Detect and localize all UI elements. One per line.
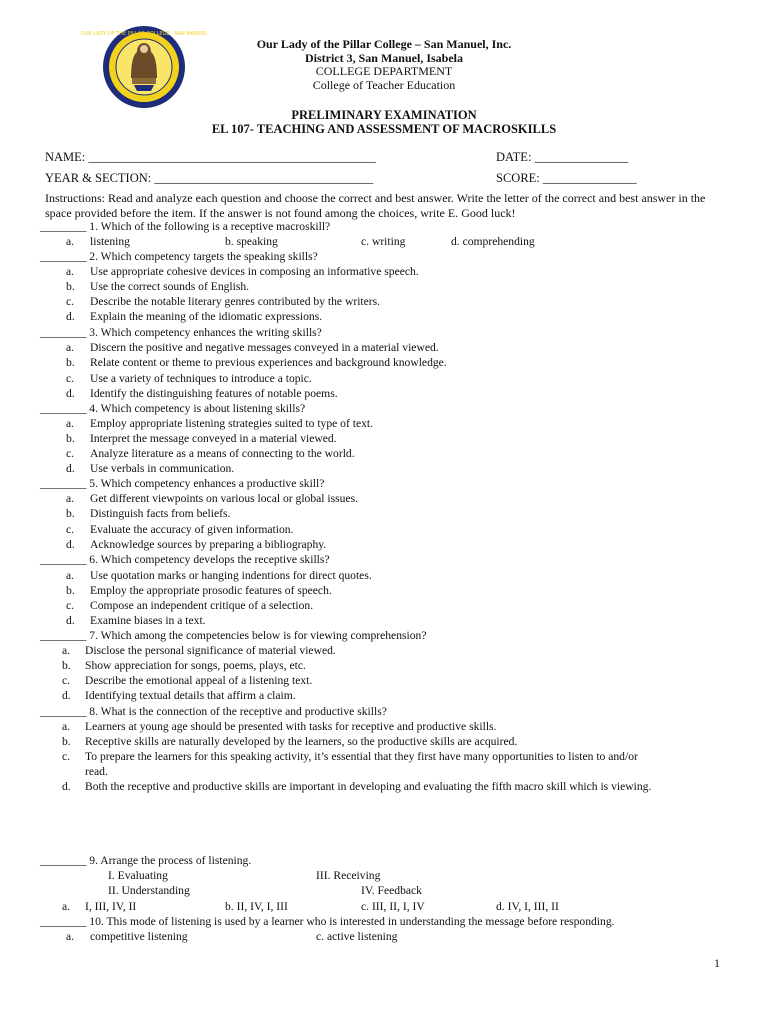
seal-text: OUR LADY OF THE PILLAR COLLEGE · SAN MANUEL xyxy=(80,31,208,37)
q9-step-3: III. Receiving xyxy=(316,869,381,882)
q4-option-b: Interpret the message conveyed in a material viewed. xyxy=(90,432,337,445)
q9-step-1: I. Evaluating xyxy=(108,869,168,882)
q4-letter-d: d. xyxy=(66,462,75,475)
q10-option-a: competitive listening xyxy=(90,930,188,943)
department-line: COLLEGE DEPARTMENT xyxy=(315,64,453,79)
q9-step-4: IV. Feedback xyxy=(361,884,422,897)
question-1-stem: ________ 1. Which of the following is a receptive macroskill? xyxy=(40,220,331,233)
q10-option-c: c. active listening xyxy=(316,930,398,943)
q8-option-c-continued: read. xyxy=(85,765,108,778)
q6-option-b: Employ the appropriate prosodic features of speech. xyxy=(90,584,332,597)
q3-letter-c: c. xyxy=(66,372,75,385)
district-line: District 3, San Manuel, Isabela xyxy=(304,50,463,65)
q6-letter-b: b. xyxy=(66,584,75,597)
exam-title-block xyxy=(0,108,768,136)
q5-letter-b: b. xyxy=(66,507,75,520)
q8-option-d: Both the receptive and productive skills are important in developing and evaluating the fifth macro skill which is viewing. xyxy=(85,780,652,793)
q8-option-b: Receptive skills are naturally developed by the learners, so the productive skills are acquired. xyxy=(85,735,518,748)
q7-option-d: Identifying textual details that affirm a claim. xyxy=(85,689,296,702)
name-field[interactable]: NAME: ______________________________________________ xyxy=(45,150,376,164)
q3-option-a: Discern the positive and negative messages conveyed in a material viewed. xyxy=(90,341,439,354)
q7-option-a: Disclose the personal significance of material viewed. xyxy=(85,644,336,657)
exam-title: PRELIMINARY EXAMINATION xyxy=(291,108,477,122)
q9-option-a-letter: a. xyxy=(62,900,71,913)
question-5-stem: ________ 5. Which competency enhances a productive skill? xyxy=(40,477,325,490)
q7-letter-b: b. xyxy=(62,659,71,672)
institution-name: Our Lady of the Pillar College – San Manuel, Inc. xyxy=(256,37,512,51)
question-6-stem: ________ 6. Which competency develops the receptive skills? xyxy=(40,553,330,566)
date-field[interactable]: DATE: _______________ xyxy=(496,150,629,164)
q3-option-b: Relate content or theme to previous experiences and background knowledge. xyxy=(90,356,447,369)
course-title: EL 107- TEACHING AND ASSESSMENT OF MACROSKILLS xyxy=(211,122,557,136)
q6-option-a: Use quotation marks or hanging indentions for direct quotes. xyxy=(90,569,372,582)
q1-option-b: b. speaking xyxy=(225,235,278,248)
q10-option-a-letter: a. xyxy=(66,930,75,943)
q2-letter-b: b. xyxy=(66,280,75,293)
q9-option-d: d. IV, I, III, II xyxy=(496,900,559,913)
question-9-stem: ________ 9. Arrange the process of listening. xyxy=(40,854,252,867)
q2-letter-d: d. xyxy=(66,310,75,323)
question-3-stem: ________ 3. Which competency enhances the writing skills? xyxy=(40,326,322,339)
score-field[interactable]: SCORE: _______________ xyxy=(496,171,637,185)
q2-option-d: Explain the meaning of the idiomatic expressions. xyxy=(90,310,323,323)
q1-option-a: listening xyxy=(90,235,130,248)
q2-option-c: Describe the notable literary genres contributed by the writers. xyxy=(90,295,381,308)
q4-letter-c: c. xyxy=(66,447,75,460)
q8-option-c: To prepare the learners for this speaking activity, it’s essential that they first have many opportunities to listen to and/or xyxy=(85,750,638,763)
q1-option-c: c. writing xyxy=(361,235,406,248)
q6-letter-a: a. xyxy=(66,569,75,582)
q8-option-a: Learners at young age should be presented with tasks for receptive and productive skills. xyxy=(85,720,497,733)
q7-letter-c: c. xyxy=(62,674,71,687)
q8-letter-d: d. xyxy=(62,780,71,793)
q4-option-d: Use verbals in communication. xyxy=(90,462,235,475)
q7-letter-d: d. xyxy=(62,689,71,702)
q4-option-c: Analyze literature as a means of connecting to the world. xyxy=(90,447,355,460)
page-number: 1 xyxy=(714,956,720,970)
q2-letter-c: c. xyxy=(66,295,75,308)
q6-letter-d: d. xyxy=(66,614,75,627)
document-header xyxy=(0,38,768,92)
q5-option-a: Get different viewpoints on various local or global issues. xyxy=(90,492,358,505)
q2-option-b: Use the correct sounds of English. xyxy=(90,280,250,293)
q8-letter-a: a. xyxy=(62,720,71,733)
q7-letter-a: a. xyxy=(62,644,71,657)
q5-option-c: Evaluate the accuracy of given information. xyxy=(90,523,294,536)
q5-letter-c: c. xyxy=(66,523,75,536)
q3-option-c: Use a variety of techniques to introduce a topic. xyxy=(90,372,312,385)
q6-letter-c: c. xyxy=(66,599,75,612)
q5-letter-d: d. xyxy=(66,538,75,551)
q4-letter-a: a. xyxy=(66,417,75,430)
q3-option-d: Identify the distinguishing features of notable poems. xyxy=(90,387,338,400)
q4-letter-b: b. xyxy=(66,432,75,445)
q3-letter-d: d. xyxy=(66,387,75,400)
q1-option-a-letter: a. xyxy=(66,235,75,248)
q1-option-d: d. comprehending xyxy=(451,235,535,248)
q7-option-c: Describe the emotional appeal of a listening text. xyxy=(85,674,313,687)
q6-option-d: Examine biases in a text. xyxy=(90,614,206,627)
question-2-stem: ________ 2. Which competency targets the speaking skills? xyxy=(40,250,318,263)
q9-option-a: I, III, IV, II xyxy=(85,900,137,913)
question-4-stem: ________ 4. Which competency is about listening skills? xyxy=(40,402,306,415)
q8-letter-c: c. xyxy=(62,750,71,763)
q4-option-a: Employ appropriate listening strategies suited to type of text. xyxy=(90,417,374,430)
q6-option-c: Compose an independent critique of a selection. xyxy=(90,599,314,612)
q3-letter-a: a. xyxy=(66,341,75,354)
q5-option-b: Distinguish facts from beliefs. xyxy=(90,507,231,520)
q9-step-2: II. Understanding xyxy=(108,884,190,897)
q2-letter-a: a. xyxy=(66,265,75,278)
q9-option-c: c. III, II, I, IV xyxy=(361,900,425,913)
q5-letter-a: a. xyxy=(66,492,75,505)
year-section-field[interactable]: YEAR & SECTION: ___________________________________ xyxy=(45,171,374,185)
question-10-stem: ________ 10. This mode of listening is used by a learner who is interested in understanding the message before responding. xyxy=(40,915,615,928)
q7-option-b: Show appreciation for songs, poems, plays, etc. xyxy=(85,659,306,672)
q2-option-a: Use appropriate cohesive devices in composing an informative speech. xyxy=(90,265,419,278)
question-7-stem: ________ 7. Which among the competencies below is for viewing comprehension? xyxy=(40,629,427,642)
q9-option-b: b. II, IV, I, III xyxy=(225,900,288,913)
q5-option-d: Acknowledge sources by preparing a bibliography. xyxy=(90,538,327,551)
college-line: College of Teacher Education xyxy=(312,77,456,92)
q3-letter-b: b. xyxy=(66,356,75,369)
q8-letter-b: b. xyxy=(62,735,71,748)
instructions-text: Instructions: Read and analyze each question and choose the correct and best answer. Write the letter of the correct and best answer in the space provided before the item. If the answer is not found among the choices, write E. Good luck! xyxy=(45,191,706,220)
question-8-stem: ________ 8. What is the connection of the receptive and productive skills? xyxy=(40,705,387,718)
